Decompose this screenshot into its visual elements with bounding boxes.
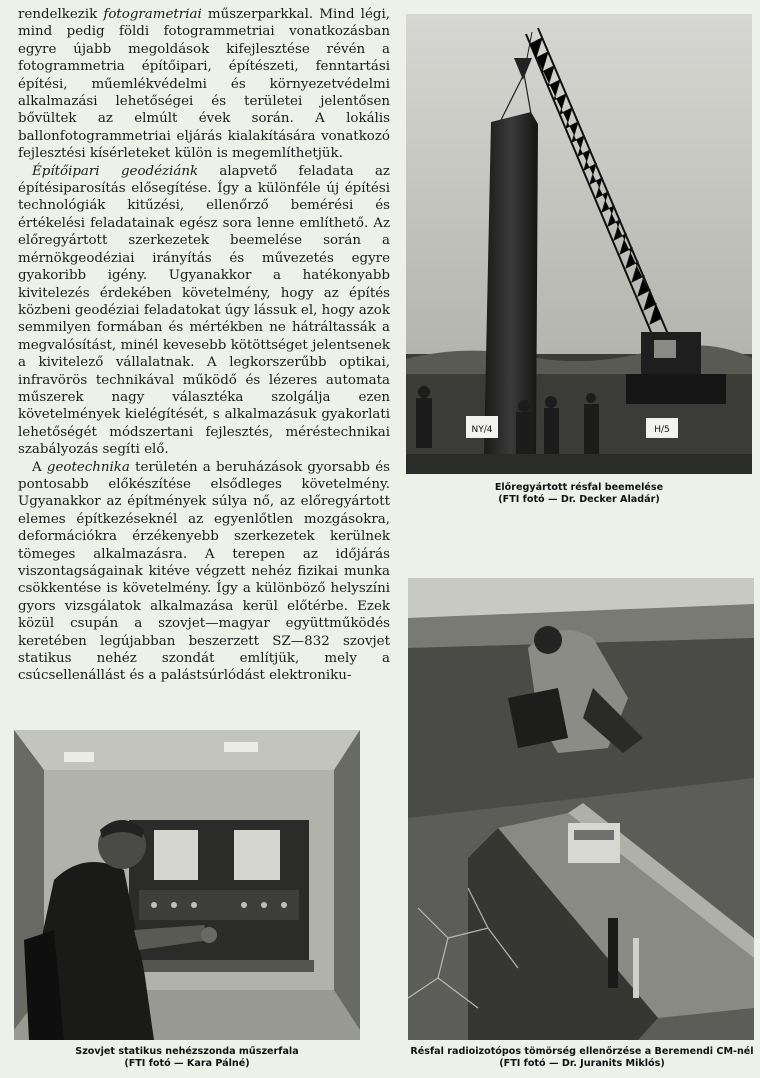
article-text [18, 6, 390, 685]
photo-radioisotope-check [408, 578, 754, 1040]
photo-probe-panel [14, 730, 360, 1040]
caption-probe-title: Szovjet statikus nehézszonda műszerfala [75, 1046, 299, 1057]
caption-probe [14, 1046, 360, 1070]
sign-right-text: H/5 [654, 425, 670, 435]
paragraph-3: A geotechnika területén a beruházások gyorsabb és pontosabb előkészítése elsődleges követelmény. Ugyanakkor az építmények súlya nő, az előregyártott elemes építkezéseknél az egyenlőtlen mozgásokra, deformációkra érzékenyebb szerkezetek kerülnek tömeges alkalmazásra. A terepen az időjárás viszontagságainak kitéve végzett nehéz fizikai munka csökkentése is követelmény. Így a különböző helyszíni gyors vizsgálatok alkalmazása kerül előtérbe. Ezek közül csupán a szovjet—magyar együttműködés keretében legújabban beszerzett SZ—832 szovjet statikus nehéz szondát említjük, mely a csúcsellenállást és a palástsúrlódást elektroniku- [18, 459, 390, 684]
photo-crane-lifting [406, 14, 752, 474]
sign-left-text: NY/4 [471, 425, 493, 435]
caption-radioisotope-credit: (FTI fotó — Dr. Juranits Miklós) [499, 1058, 665, 1069]
paragraph-2: Építőipari geodéziánk alapvető feladata az építésiparosítás elősegítése. Így a különféle új építési technológiák kitűzési, ellenőrző bemérési és értékelési feladatainak egész sora lenne említhető. Az előregyártott szerkezetek beemelése során a mérnökgeodéziai irányítás és művezetés egyre gyakoribb igény. Ugyanakkor a hatékonyabb kivitelezés érdekében követelmény, hogy az építés közbeni geodéziai feladatokat úgy lássuk el, hogy azok semmilyen formában és mértékben ne hátráltassák a megvalósítást, minél kevesebb kötöttséget jelentsenek a kivitelező vállalatnak. A legkorszerűbb optikai, infravörös technikával működő és lézeres automata műszerek nagy választéka szolgálja ezen követelmények kielégítését, s alkalmazásuk gyakorlati lehetőségét módszertani fejlesztés, méréstechnikai szabályozás segíti elő. [18, 163, 390, 458]
caption-crane [406, 482, 752, 506]
paragraph-1: rendelkezik fotogrametriai műszerparkkal. Mind légi, mind pedig földi fotogrammetriai vonatkozásban egyre újabb megoldások kifejlesztése révén a fotogrammetria építőipari, építészeti, fenntartási építési, műemlékvédelmi és környezetvédelmi alkalmazási lehetőségei és területei jelentősen bővültek az elmúlt évek során. A lokális ballonfotogrammetriai eljárás kialakítására vonatkozó fejlesztési kísérleteket külön is megemlíthetjük. [18, 7, 390, 162]
caption-probe-credit: (FTI fotó — Kara Pálné) [124, 1058, 250, 1069]
caption-crane-title: Előregyártott résfal beemelése [494, 482, 664, 493]
caption-radioisotope-title: Résfal radioizotópos tömörség ellenőrzése a Beremendi CM-nél [410, 1046, 754, 1057]
caption-radioisotope [404, 1046, 760, 1070]
caption-crane-credit: (FTI fotó — Dr. Decker Aladár) [498, 494, 660, 505]
